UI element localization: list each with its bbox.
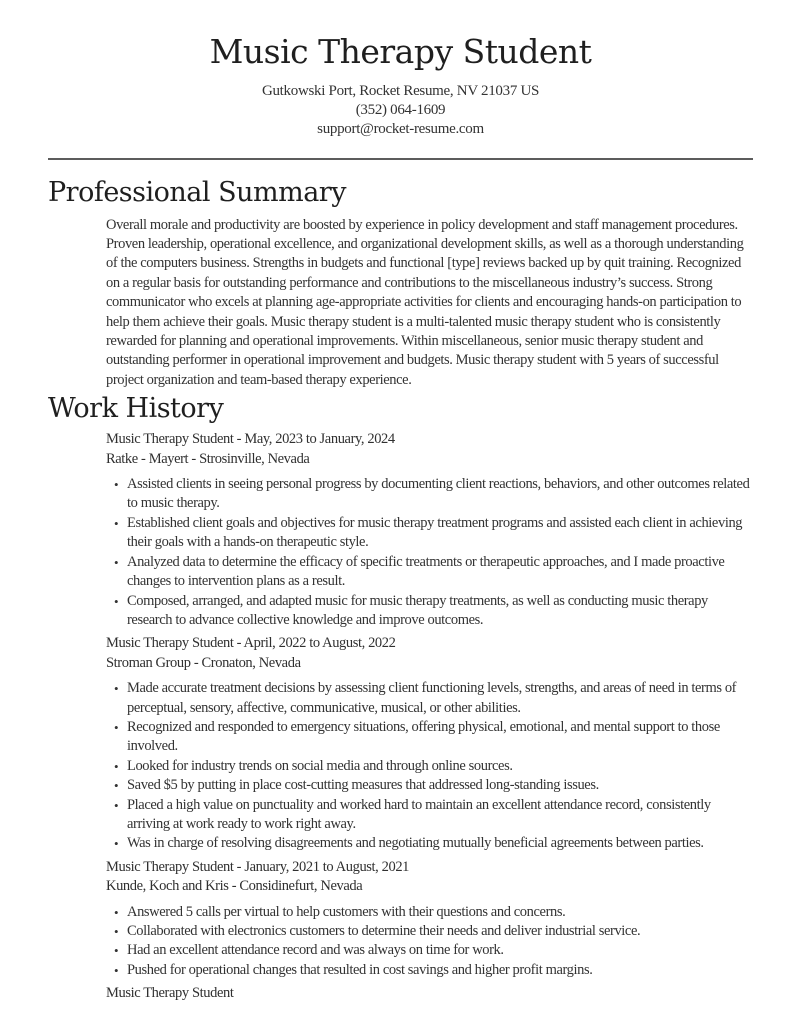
job-bullet: • Analyzed data to determine the efficacy of specific treatments or therapeutic approaches, and I made proactive changes to intervention plans as a result. (106, 553, 753, 592)
job-bullet: • Answered 5 calls per virtual to help customers with their questions and concerns. (106, 903, 753, 922)
summary-text: Overall morale and productivity are boosted by experience in policy development and staff management procedures. Proven leadership, operational excellence, and organizational development skills, as well as a thorough understanding of the computers business. Strengths in budgets and functional [type] reviews backed up by quit training. Recognized on a regular basis for outstanding performance and contributions to the miscellaneous industry’s success. Strong communicator who excels at planning age-appropriate activities for clients and encouraging hands-on participation to help them achieve their goals. Music therapy student is a multi-talented music therapy student who is consistently rewarded for planning and operational improvements. Within miscellaneous, senior music therapy student and outstanding performer in operational improvement and budgets. Music therapy student with 5 years of successful project organization and team-based therapy experience. (106, 216, 744, 388)
job-bullet-list (106, 679, 753, 854)
job-bullet: • Recognized and responded to emergency situations, offering physical, emotional, and mental support to those involved. (106, 718, 753, 757)
job-company: Stroman Group (106, 654, 191, 671)
job-entry (106, 430, 753, 630)
contact-phone: (352) 064-1609 (355, 102, 446, 119)
summary-body (106, 216, 753, 391)
job-bullet: • Collaborated with electronics customers to determine their needs and deliver industrial service. (106, 922, 753, 941)
contact-address: Gutkowski Port, Rocket Resume, NV 21037 US (261, 83, 540, 99)
jobs-list (106, 430, 753, 980)
job-dates: January, 2021 to August, 2021 (244, 858, 410, 875)
summary-section (48, 176, 753, 391)
resume-name: Music Therapy Student (209, 32, 592, 71)
job-title: Music Therapy Student (106, 858, 234, 875)
job-company-separator: - (228, 878, 240, 895)
job-location: Strosinville, Nevada (199, 450, 310, 467)
job-title-line (106, 634, 753, 653)
job-entry (106, 858, 753, 980)
job-bullet-list (106, 475, 753, 630)
job-dates: May, 2023 to January, 2024 (244, 431, 395, 448)
job-bullet: • Pushed for operational changes that resulted in cost savings and higher profit margins. (106, 961, 753, 980)
job-company-line (106, 450, 753, 469)
next-job-title-partial: Music Therapy Student (106, 985, 234, 1002)
job-bullet: • Assisted clients in seeing personal progress by documenting client reactions, behaviors, and other outcomes related to music therapy. (106, 475, 753, 514)
job-dates: April, 2022 to August, 2022 (243, 635, 396, 652)
resume-header (48, 32, 753, 140)
job-title-separator: - (233, 431, 245, 448)
job-title-separator: - (233, 635, 244, 652)
work-history-section (48, 392, 753, 1003)
job-title-line (106, 430, 753, 449)
job-company-separator: - (188, 450, 200, 467)
header-divider (48, 158, 753, 160)
job-bullet: • Composed, arranged, and adapted music for music therapy treatments, as well as conducting music therapy research to advance collective knowledge and improve outcomes. (106, 592, 753, 631)
next-job-entry-partial (106, 984, 753, 1003)
job-company: Kunde, Koch and Kris (106, 878, 229, 895)
job-bullet: • Saved $5 by putting in place cost-cutting measures that addressed long-standing issues. (106, 776, 753, 795)
summary-heading: Professional Summary (48, 176, 346, 208)
job-bullet: • Made accurate treatment decisions by assessing client functioning levels, strengths, and areas of need in terms of perceptual, sensory, affective, communicative, musical, or other abilities. (106, 679, 753, 718)
work-history-heading: Work History (48, 393, 224, 425)
contact-email: support@rocket-resume.com (317, 121, 484, 138)
job-bullet: • Established client goals and objectives for music therapy treatment programs and assisted each client in achieving their goals with a hands-on therapeutic style. (106, 514, 753, 553)
job-bullet: • Looked for industry trends on social media and through online sources. (106, 757, 753, 776)
job-title: Music Therapy Student (106, 431, 234, 448)
job-entry (106, 634, 753, 853)
job-bullet: • Placed a high value on punctuality and worked hard to maintain an excellent attendance record, consistently arriving at work ready to work right away. (106, 796, 753, 835)
job-title-line (106, 858, 753, 877)
job-company-line (106, 877, 753, 896)
job-company-line (106, 654, 753, 673)
job-company: Ratke - Mayert (106, 450, 189, 467)
job-bullet: • Was in charge of resolving disagreements and negotiating mutually beneficial agreements between parties. (106, 834, 753, 853)
job-bullet-list (106, 903, 753, 981)
job-location: Considinefurt, Nevada (239, 878, 363, 895)
job-title-separator: - (233, 858, 245, 875)
job-bullet: • Had an excellent attendance record and was always on time for work. (106, 941, 753, 960)
job-location: Cronaton, Nevada (201, 654, 301, 671)
job-company-separator: - (190, 654, 202, 671)
job-title: Music Therapy Student (106, 635, 234, 652)
